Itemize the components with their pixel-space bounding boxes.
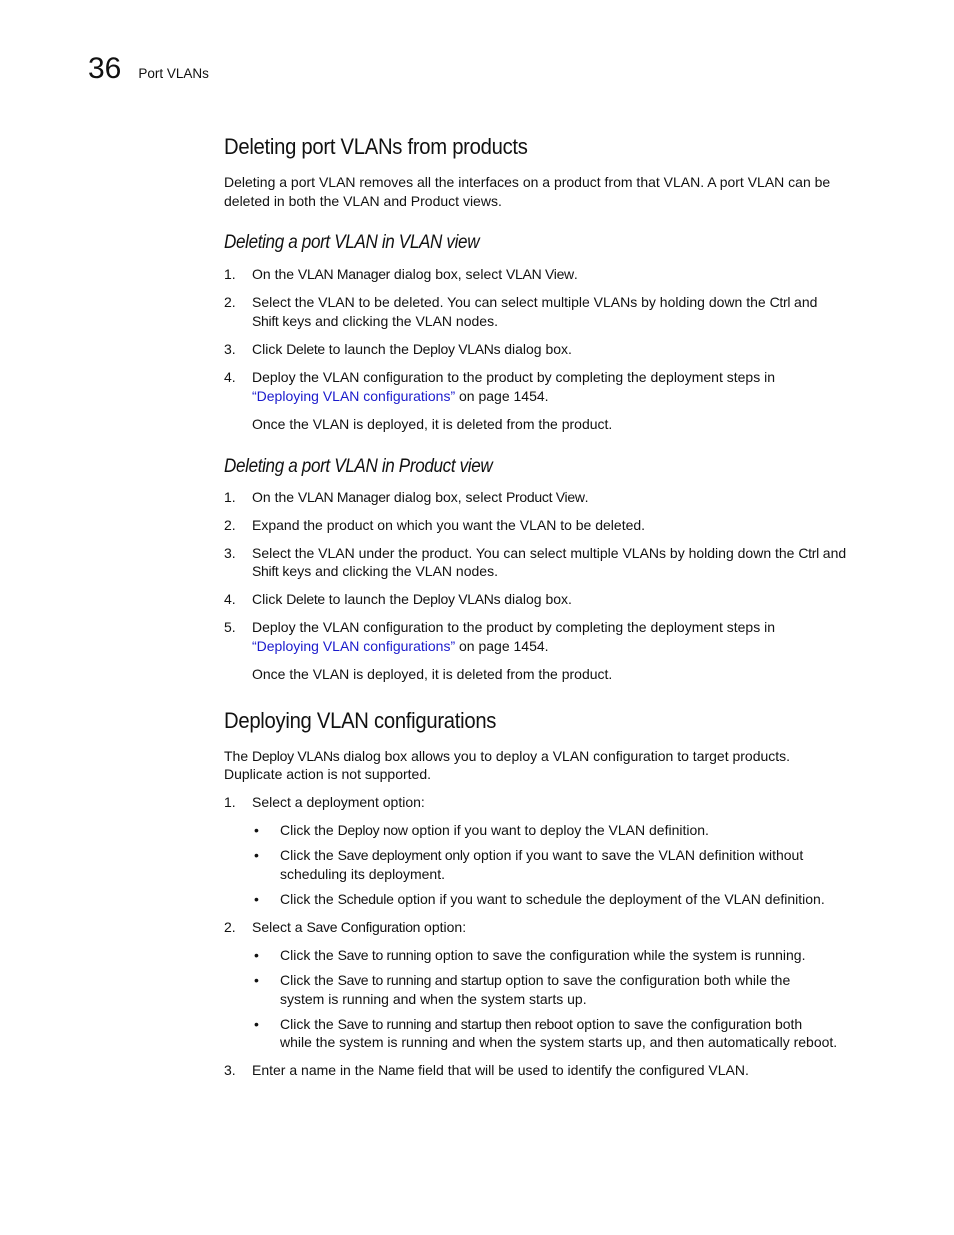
text-run: scheduling its deployment. [280, 866, 445, 883]
list-item [224, 918, 874, 1052]
text-run: system is running and when the system starts up. [280, 990, 587, 1007]
text-run: 2. [224, 294, 236, 311]
section-title-deploying-vlan: Deploying VLAN configurations [224, 707, 497, 733]
cross-reference-link[interactable]: “Deploying VLAN configurations” [252, 637, 456, 654]
text-run: while the system is running and when the system starts up, and then automatically reboot. [280, 1034, 838, 1051]
list-item [224, 265, 874, 284]
text-run: 2. [224, 516, 236, 533]
list-item [224, 368, 874, 405]
bullet-item [252, 890, 874, 909]
text-run: field that will be used to identify the configured VLAN. [414, 1062, 749, 1079]
text-run: and [818, 544, 847, 561]
ui-term: Delete [286, 341, 325, 358]
ui-term: Save deployment only [337, 847, 470, 864]
ui-term: Ctrl [769, 294, 791, 311]
text-run: option if you want to schedule the deployment of the VLAN definition. [393, 891, 825, 908]
text-run: On the [252, 488, 298, 505]
text-run: Click the [280, 891, 338, 908]
steps-deploying [224, 793, 874, 1080]
ui-term: VLAN Manager [297, 488, 391, 505]
bullet-item [252, 946, 874, 965]
text-run: • [254, 847, 259, 864]
text-run: on page 1454. [455, 637, 549, 654]
section-intro [224, 747, 874, 784]
text-run: 2. [224, 919, 236, 936]
text-run: to launch the [324, 591, 413, 608]
ui-term: Save to running and startup [337, 972, 502, 989]
text-run: option: [420, 919, 467, 936]
step-note: Once the VLAN is deployed, it is deleted from the product. [252, 665, 613, 682]
text-run: dialog box. [500, 341, 572, 358]
text-run: 4. [224, 591, 236, 608]
list-item [224, 590, 874, 609]
main-content [224, 132, 874, 1080]
ui-term: VLAN View [506, 266, 574, 283]
ui-term: VLAN Manager [297, 266, 391, 283]
text-run: deleted in both the VLAN and Product views. [224, 192, 502, 209]
text-run: • [254, 972, 259, 989]
text-run: Select a deployment option: [252, 794, 425, 811]
steps-product-view [224, 488, 874, 656]
text-run: option to save the configuration while the system is running. [431, 947, 806, 964]
ui-term: Shift [252, 563, 279, 580]
bullet-item [252, 971, 874, 1008]
page-header [88, 54, 209, 84]
ui-term: Save Configuration [306, 919, 421, 936]
ui-term: Deploy VLANs [252, 747, 340, 764]
ui-term: Deploy VLANs [412, 591, 501, 608]
text-run: Select the VLAN under the product. You can select multiple VLANs by holding down the [252, 544, 799, 561]
text-run: dialog box, select [390, 488, 507, 505]
list-item [224, 1061, 874, 1080]
ui-term: Ctrl [798, 544, 819, 561]
text-run: Click the [280, 822, 338, 839]
text-run: on page 1454. [455, 387, 549, 404]
text-run: 1. [224, 794, 236, 811]
text-run: 3. [224, 1062, 236, 1079]
list-item [224, 544, 874, 581]
section-intro [224, 173, 874, 210]
list-item [224, 516, 874, 535]
ui-term: Save to running [337, 947, 432, 964]
text-run: Click the [280, 1015, 338, 1032]
list-item [224, 488, 874, 507]
text-run: Click [252, 341, 287, 358]
text-run: . [584, 488, 589, 505]
text-run: option to save the configuration both [572, 1015, 803, 1032]
text-run: option to save the configuration both while the [501, 972, 791, 989]
ui-term: Shift [252, 313, 279, 330]
text-run: to launch the [324, 341, 413, 358]
text-run: 3. [224, 544, 236, 561]
text-run: Click the [280, 972, 338, 989]
steps-vlan-view [224, 265, 874, 405]
bullet-item [252, 846, 874, 883]
cross-reference-link[interactable]: “Deploying VLAN configurations” [252, 387, 456, 404]
text-run: Select a [252, 919, 307, 936]
text-run: Enter a name in the [252, 1062, 379, 1079]
ui-term: Deploy VLANs [412, 341, 501, 358]
bullet-list [252, 946, 874, 1052]
text-run: • [254, 1015, 259, 1032]
text-run: Deploy the VLAN configuration to the product by completing the deployment steps in [252, 369, 775, 386]
list-item [224, 793, 874, 908]
text-run: option if you want to save the VLAN definition without [469, 847, 804, 864]
text-run: dialog box. [500, 591, 572, 608]
text-run: Duplicate action is not supported. [224, 766, 432, 783]
text-run: Deleting a port VLAN removes all the interfaces on a product from that VLAN. A port VLAN can be [224, 174, 831, 190]
text-run: Deploy the VLAN configuration to the product by completing the deployment steps in [252, 619, 775, 636]
text-run: option if you want to deploy the VLAN definition. [407, 822, 709, 839]
ui-term: Delete [286, 591, 325, 608]
text-run: • [254, 947, 259, 964]
text-run: and [790, 294, 818, 311]
text-run: dialog box, select [390, 266, 507, 283]
chapter-title: Port VLANs [138, 66, 209, 81]
bullet-item [252, 1015, 874, 1052]
ui-term: Schedule [337, 891, 394, 908]
text-run: On the [252, 266, 298, 283]
text-run: dialog box allows you to deploy a VLAN configuration to target products. [339, 747, 791, 764]
section-title-deleting-port-vlans: Deleting port VLANs from products [224, 134, 528, 159]
text-run: The [224, 747, 253, 764]
ui-term: Name [378, 1062, 415, 1079]
text-run: . [573, 266, 578, 283]
list-item [224, 293, 874, 330]
chapter-number: 36 [88, 52, 122, 85]
ui-term: Save to running and startup then reboot [337, 1015, 573, 1032]
list-item [224, 618, 874, 655]
text-run: 3. [224, 341, 236, 358]
text-run: Click the [280, 847, 338, 864]
subsection-title-product-view: Deleting a port VLAN in Product view [224, 455, 493, 477]
step-note: Once the VLAN is deployed, it is deleted from the product. [252, 415, 613, 432]
ui-term: Deploy now [337, 822, 408, 839]
text-run: Click [252, 591, 287, 608]
text-run: 5. [224, 619, 236, 636]
text-run: 1. [224, 488, 236, 505]
text-run: 4. [224, 369, 236, 386]
text-run: keys and clicking the VLAN nodes. [278, 313, 498, 330]
subsection-title-vlan-view: Deleting a port VLAN in VLAN view [224, 232, 480, 254]
ui-term: Product View [506, 488, 585, 505]
text-run: • [254, 822, 259, 839]
text-run: Expand the product on which you want the VLAN to be deleted. [252, 516, 646, 533]
bullet-item [252, 821, 874, 840]
text-run: Click the [280, 947, 338, 964]
text-run: • [254, 891, 259, 908]
list-item [224, 340, 874, 359]
text-run: 1. [224, 266, 236, 283]
bullet-list [252, 821, 874, 908]
text-run: keys and clicking the VLAN nodes. [278, 563, 498, 580]
text-run: Select the VLAN to be deleted. You can select multiple VLANs by holding down the [252, 294, 770, 311]
